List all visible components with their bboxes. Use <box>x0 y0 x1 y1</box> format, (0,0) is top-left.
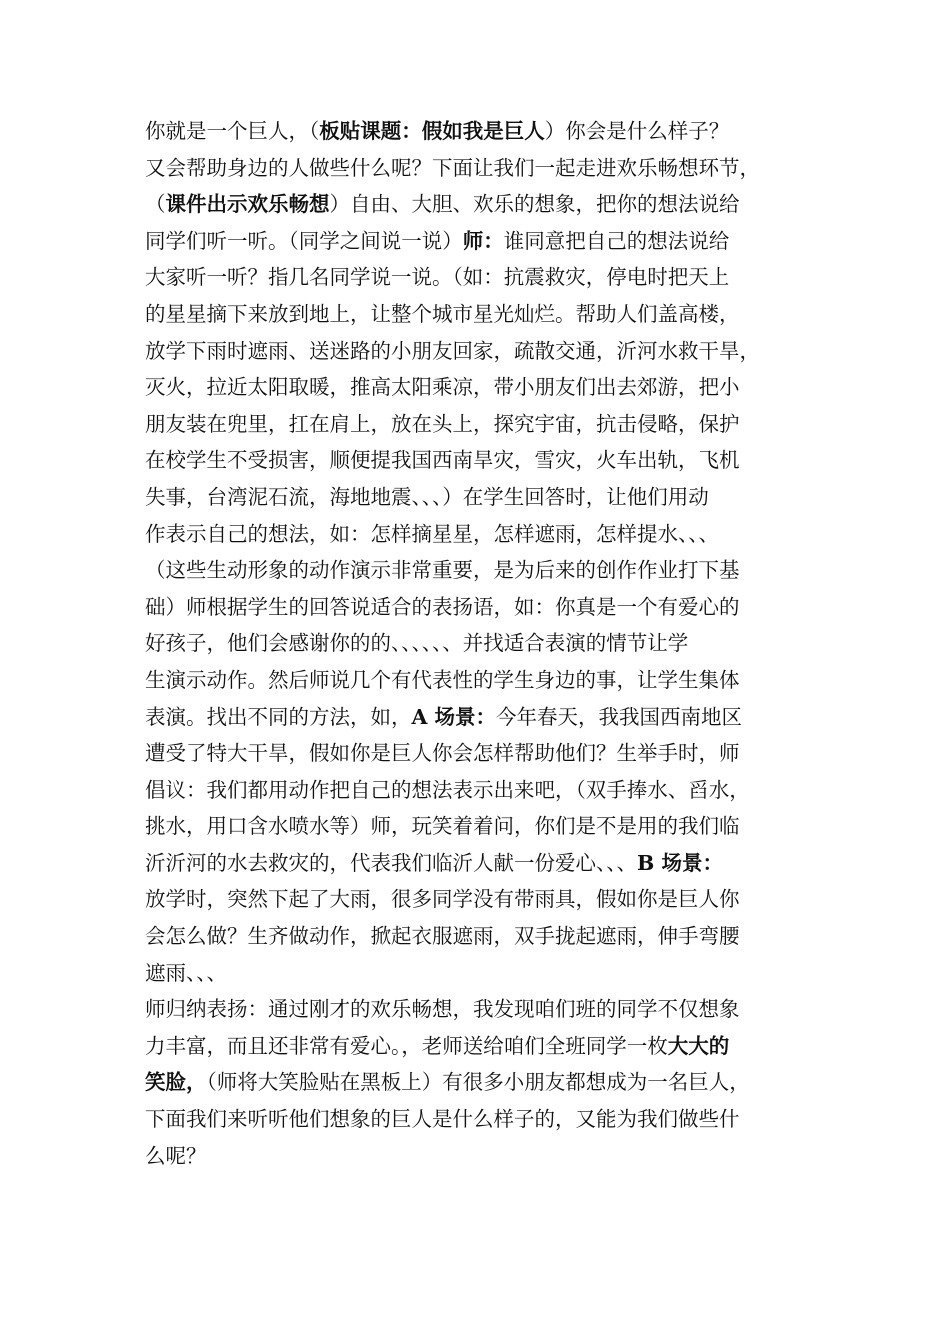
text-line <box>145 406 820 443</box>
text-line <box>145 223 820 260</box>
text-span: 作表示自己的想法，如：怎样摘星星，怎样遮雨，怎样提水、、、 <box>145 521 719 546</box>
text-span: 灭火，拉近太阳取暖，推高太阳乘凉，带小朋友们出去郊游，把小 <box>145 375 740 400</box>
text-span: 生演示动作。然后师说几个有代表性的学生身边的事，让学生集体 <box>145 667 740 692</box>
text-line <box>145 881 820 918</box>
text-span: 遭受了特大干旱，假如你是巨人你会怎样帮助他们？生举手时，师 <box>145 741 740 766</box>
text-line <box>145 259 820 296</box>
text-span: 同学们听一听。（同学之间说一说） <box>145 228 463 253</box>
text-span: 倡议：我们都用动作把自己的想法表示出来吧，（双手捧水、舀水， <box>145 777 750 802</box>
bold-text: A 场景： <box>411 704 497 729</box>
bold-text: 板贴课题：假如我是巨人 <box>319 119 545 143</box>
text-line <box>145 589 820 626</box>
text-span: 遮雨、、、 <box>145 960 227 985</box>
text-line <box>145 369 820 406</box>
text-line <box>145 808 820 845</box>
text-line <box>145 918 820 955</box>
text-span: 朋友装在兜里，扛在肩上，放在头上，探究宇宙，抗击侵略，保护 <box>145 411 740 436</box>
body-text <box>145 113 820 1174</box>
text-line <box>145 186 820 223</box>
text-line <box>145 772 820 809</box>
text-span: （师将大笑脸贴在黑板上）有很多小朋友都想成为一名巨人， <box>206 1070 750 1095</box>
text-span: ）自由、大胆、欢乐的想象，把你的想法说给 <box>329 192 740 217</box>
text-line <box>145 552 820 589</box>
text-line <box>145 442 820 479</box>
text-line <box>145 955 820 992</box>
text-span: 沂沂河的水去救灾的，代表我们临沂人献一份爱心、、、 <box>145 850 637 875</box>
text-line <box>145 1028 820 1065</box>
text-span: 放学下雨时遮雨、送迷路的小朋友回家，疏散交通，沂河水救干旱， <box>145 338 760 363</box>
text-span: 力丰富，而且还非常有爱心。，老师送给咱们全班同学一枚 <box>145 1033 668 1058</box>
text-line <box>145 662 820 699</box>
text-span: 今年春天，我我国西南地区 <box>496 704 743 729</box>
text-span: 会怎么做？生齐做动作，掀起衣服遮雨，双手拢起遮雨，伸手弯腰 <box>145 924 740 949</box>
text-line <box>145 1064 820 1101</box>
text-span: 下面我们来听听他们想象的巨人是什么样子的，又能为我们做些什 <box>145 1107 740 1132</box>
bold-text: B 场景： <box>637 850 723 875</box>
text-span: 么呢？ <box>145 1143 207 1168</box>
text-span: 大家听一听？指几名同学说一说。（如：抗震救灾，停电时把天上 <box>145 265 730 290</box>
text-span: 挑水，用口含水喷水等）师，玩笑着着问，你们是不是用的我们临 <box>145 814 740 839</box>
text-line <box>145 625 820 662</box>
text-span: 好孩子，他们会感谢你的的、、、、、、并找适合表演的情节让学 <box>145 631 689 656</box>
text-span: ）你会是什么样子？ <box>544 119 730 143</box>
text-span: 谁同意把自己的想法说给 <box>503 228 730 253</box>
bold-text: 师： <box>462 228 504 253</box>
text-span: 表演。找出不同的方法，如， <box>145 704 412 729</box>
text-line <box>145 845 820 882</box>
text-span: （这些生动形象的动作演示非常重要，是为后来的创作作业打下基 <box>145 558 740 583</box>
text-line <box>145 113 820 150</box>
text-span: （ <box>145 192 166 217</box>
text-line <box>145 1138 820 1175</box>
text-line <box>145 333 820 370</box>
text-line <box>145 479 820 516</box>
text-span: 础）师根据学生的回答说适合的表扬语，如：你真是一个有爱心的 <box>145 594 740 619</box>
text-line <box>145 296 820 333</box>
text-line <box>145 699 820 736</box>
text-span: 又会帮助身边的人做些什么呢？下面让我们一起走进欢乐畅想环节， <box>145 155 760 180</box>
text-line <box>145 991 820 1028</box>
text-line <box>145 735 820 772</box>
text-span: 师归纳表扬：通过刚才的欢乐畅想，我发现咱们班的同学不仅想象 <box>145 997 740 1022</box>
text-line <box>145 1101 820 1138</box>
text-span: 的星星摘下来放到地上，让整个城市星光灿烂。帮助人们盖高楼， <box>145 301 740 326</box>
text-line <box>145 516 820 553</box>
bold-text: 课件出示欢乐畅想 <box>165 192 330 217</box>
bold-text: 大大的 <box>667 1033 730 1058</box>
text-span: 你就是一个巨人，（ <box>145 119 320 143</box>
text-line <box>145 150 820 187</box>
bold-text: 笑脸， <box>145 1070 207 1095</box>
text-span: 失事，台湾泥石流，海地地震、、、）在学生回答时，让他们用动 <box>145 484 709 509</box>
text-span: 在校学生不受损害，顺便提我国西南旱灾，雪灾，火车出轨，飞机 <box>145 448 740 473</box>
text-span: 放学时，突然下起了大雨，很多同学没有带雨具，假如你是巨人你 <box>145 887 740 912</box>
